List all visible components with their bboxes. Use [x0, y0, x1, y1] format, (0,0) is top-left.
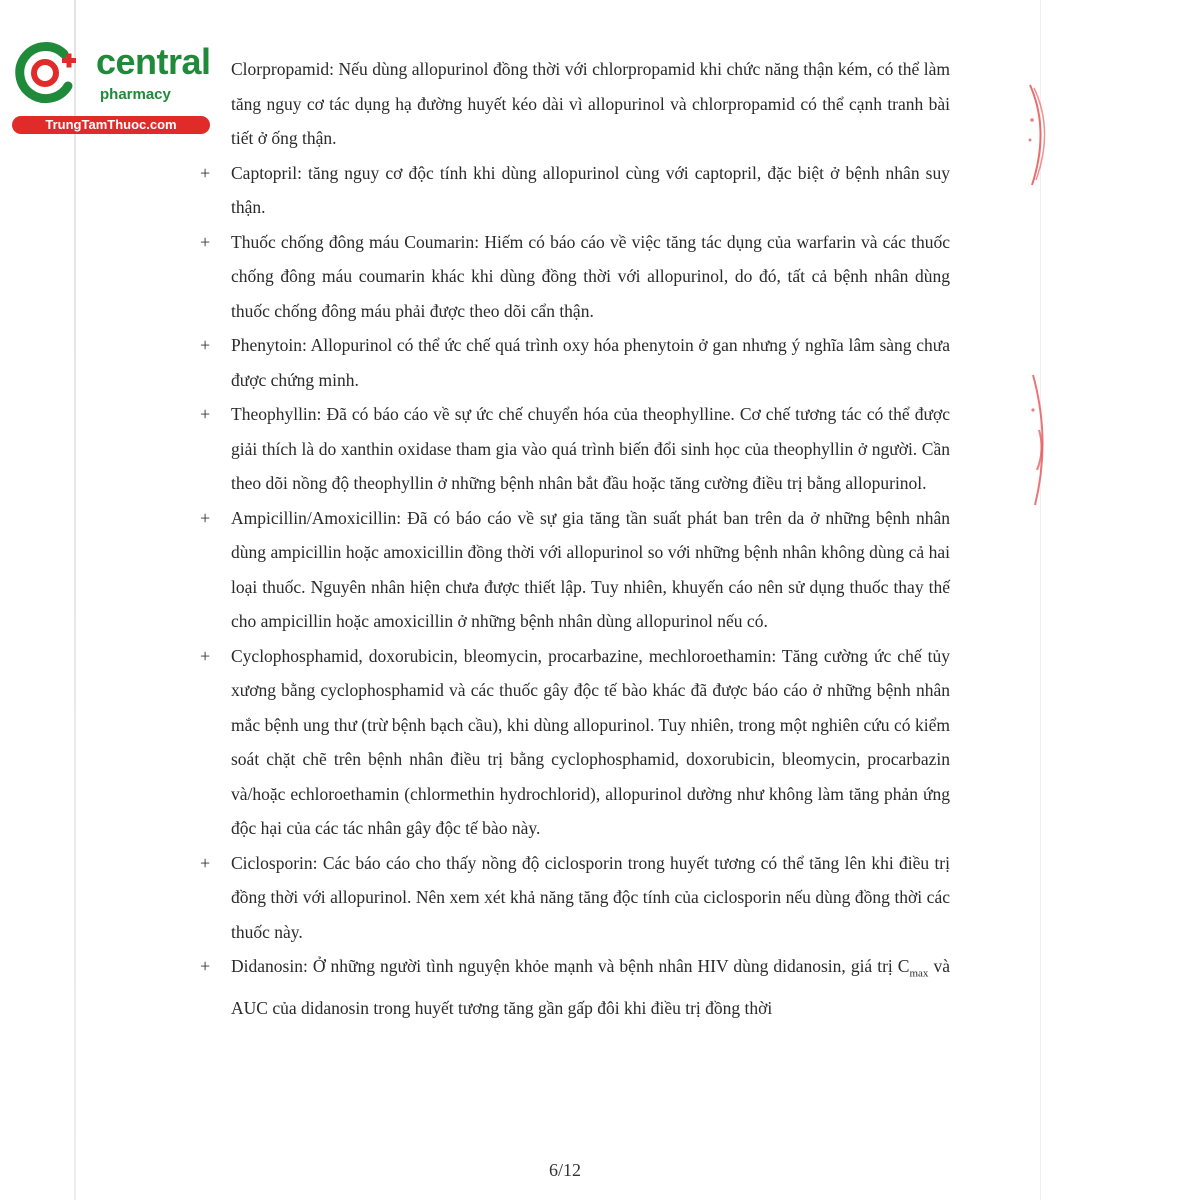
paragraph: Captopril: tăng nguy cơ độc tính khi dùng allopurinol cùng với captopril, đặc biệt ở bệnh nhân suy thận. — [231, 162, 950, 217]
logo-url: TrungTamThuoc.com — [12, 116, 210, 134]
list-item — [200, 949, 950, 1026]
subscript: max — [909, 967, 929, 980]
paragraph-text: và AUC của didanosin trong huyết tương tăng gần gấp đôi khi điều trị đồng thời — [231, 956, 950, 1018]
stamp-fragment — [1010, 80, 1050, 190]
list-item — [200, 328, 950, 397]
logo-c-icon — [12, 40, 78, 106]
paragraph: Thuốc chống đông máu Coumarin: Hiếm có báo cáo về việc tăng tác dụng của warfarin và các thuốc chống đông máu coumarin khác khi dùng đồng thời với allopurinol, do đó, tất cả bệnh nhân dùng thuốc chống đông máu phải được theo dõi cẩn thận. — [231, 231, 950, 321]
paragraph: Ampicillin/Amoxicillin: Đã có báo cáo về sự gia tăng tần suất phát ban trên da ở những bệnh nhân dùng ampicillin hoặc amoxicillin đồng thời với allopurinol so với những bệnh nhân không dùng cả hai loại thuốc. Nguyên nhân hiện chưa được thiết lập. Tuy nhiên, khuyến cáo nên sử dụng thuốc thay thế cho ampicillin hoặc amoxicillin ở những bệnh nhân dùng allopurinol nếu có. — [231, 507, 950, 631]
paragraph: Ciclosporin: Các báo cáo cho thấy nồng độ ciclosporin trong huyết tương có thể tăng lên khi điều trị đồng thời với allopurinol. Nên xem xét khả năng tăng độc tính của ciclosporin nếu dùng đồng thời các thuốc này. — [231, 852, 950, 942]
bullet-marker: + — [200, 956, 211, 976]
bullet-marker: + — [200, 404, 211, 424]
central-pharmacy-logo — [12, 36, 212, 136]
list-item — [200, 846, 950, 950]
list-item — [200, 501, 950, 639]
bullet-marker: + — [200, 645, 211, 666]
paragraph — [231, 949, 950, 1026]
bullet-marker: + — [200, 162, 211, 183]
bullet-marker: + — [200, 231, 211, 252]
list-item — [200, 156, 950, 225]
paragraph: Theophyllin: Đã có báo cáo về sự ức chế chuyển hóa của theophylline. Cơ chế tương tác có thể được giải thích là do xanthin oxidase tham gia vào quá trình biến đổi sinh học của theophyllin ở người. Cần theo dõi nồng độ theophyllin ở những bệnh nhân bắt đầu hoặc tăng cường điều trị bằng allopurinol. — [231, 404, 950, 493]
paragraph: Phenytoin: Allopurinol có thể ức chế quá trình oxy hóa phenytoin ở gan nhưng ý nghĩa lâm sàng chưa được chứng minh. — [231, 335, 950, 390]
list-item — [200, 397, 950, 501]
logo-subtitle: pharmacy — [100, 86, 171, 103]
list-item — [200, 52, 950, 156]
list-item — [200, 225, 950, 329]
page-number: 6/12 — [548, 1160, 581, 1180]
logo-name: central — [96, 41, 211, 82]
paragraph: Clorpropamid: Nếu dùng allopurinol đồng thời với chlorpropamid khi chức năng thận kém, có thể làm tăng nguy cơ tác dụng hạ đường huyết kéo dài vì allopurinol và chlorpropamid có thể cạnh tranh bài tiết ở ống thận. — [231, 59, 950, 148]
paragraph-text: Didanosin: Ở những người tình nguyện khỏe mạnh và bệnh nhân HIV dùng didanosin, giá trị C — [231, 956, 910, 976]
document-body — [200, 52, 950, 1026]
page-edge — [74, 0, 76, 1200]
bullet-marker: + — [200, 335, 211, 355]
bullet-marker: + — [200, 852, 211, 873]
list-item — [200, 639, 950, 846]
paragraph: Cyclophosphamid, doxorubicin, bleomycin, procarbazine, mechloroethamin: Tăng cường ức chế tủy xương bằng cyclophosphamid và các thuốc gây độc tế bào khác đã được báo cáo ở những bệnh nhân mắc bệnh ung thư (trừ bệnh bạch cầu), khi dùng allopurinol. Tuy nhiên, trong một nghiên cứu có kiểm soát chặt chẽ trên bệnh nhân điều trị bằng cyclophosphamid, doxorubicin, bleomycin, procarbazin và/hoặc echloroethamin (chlormethin hydrochlorid), allopurinol dường như không làm tăng phản ứng độc hại của các tác nhân gây độc tế bào này. — [231, 645, 950, 838]
bullet-marker: + — [200, 507, 211, 528]
stamp-fragment — [1015, 370, 1051, 510]
